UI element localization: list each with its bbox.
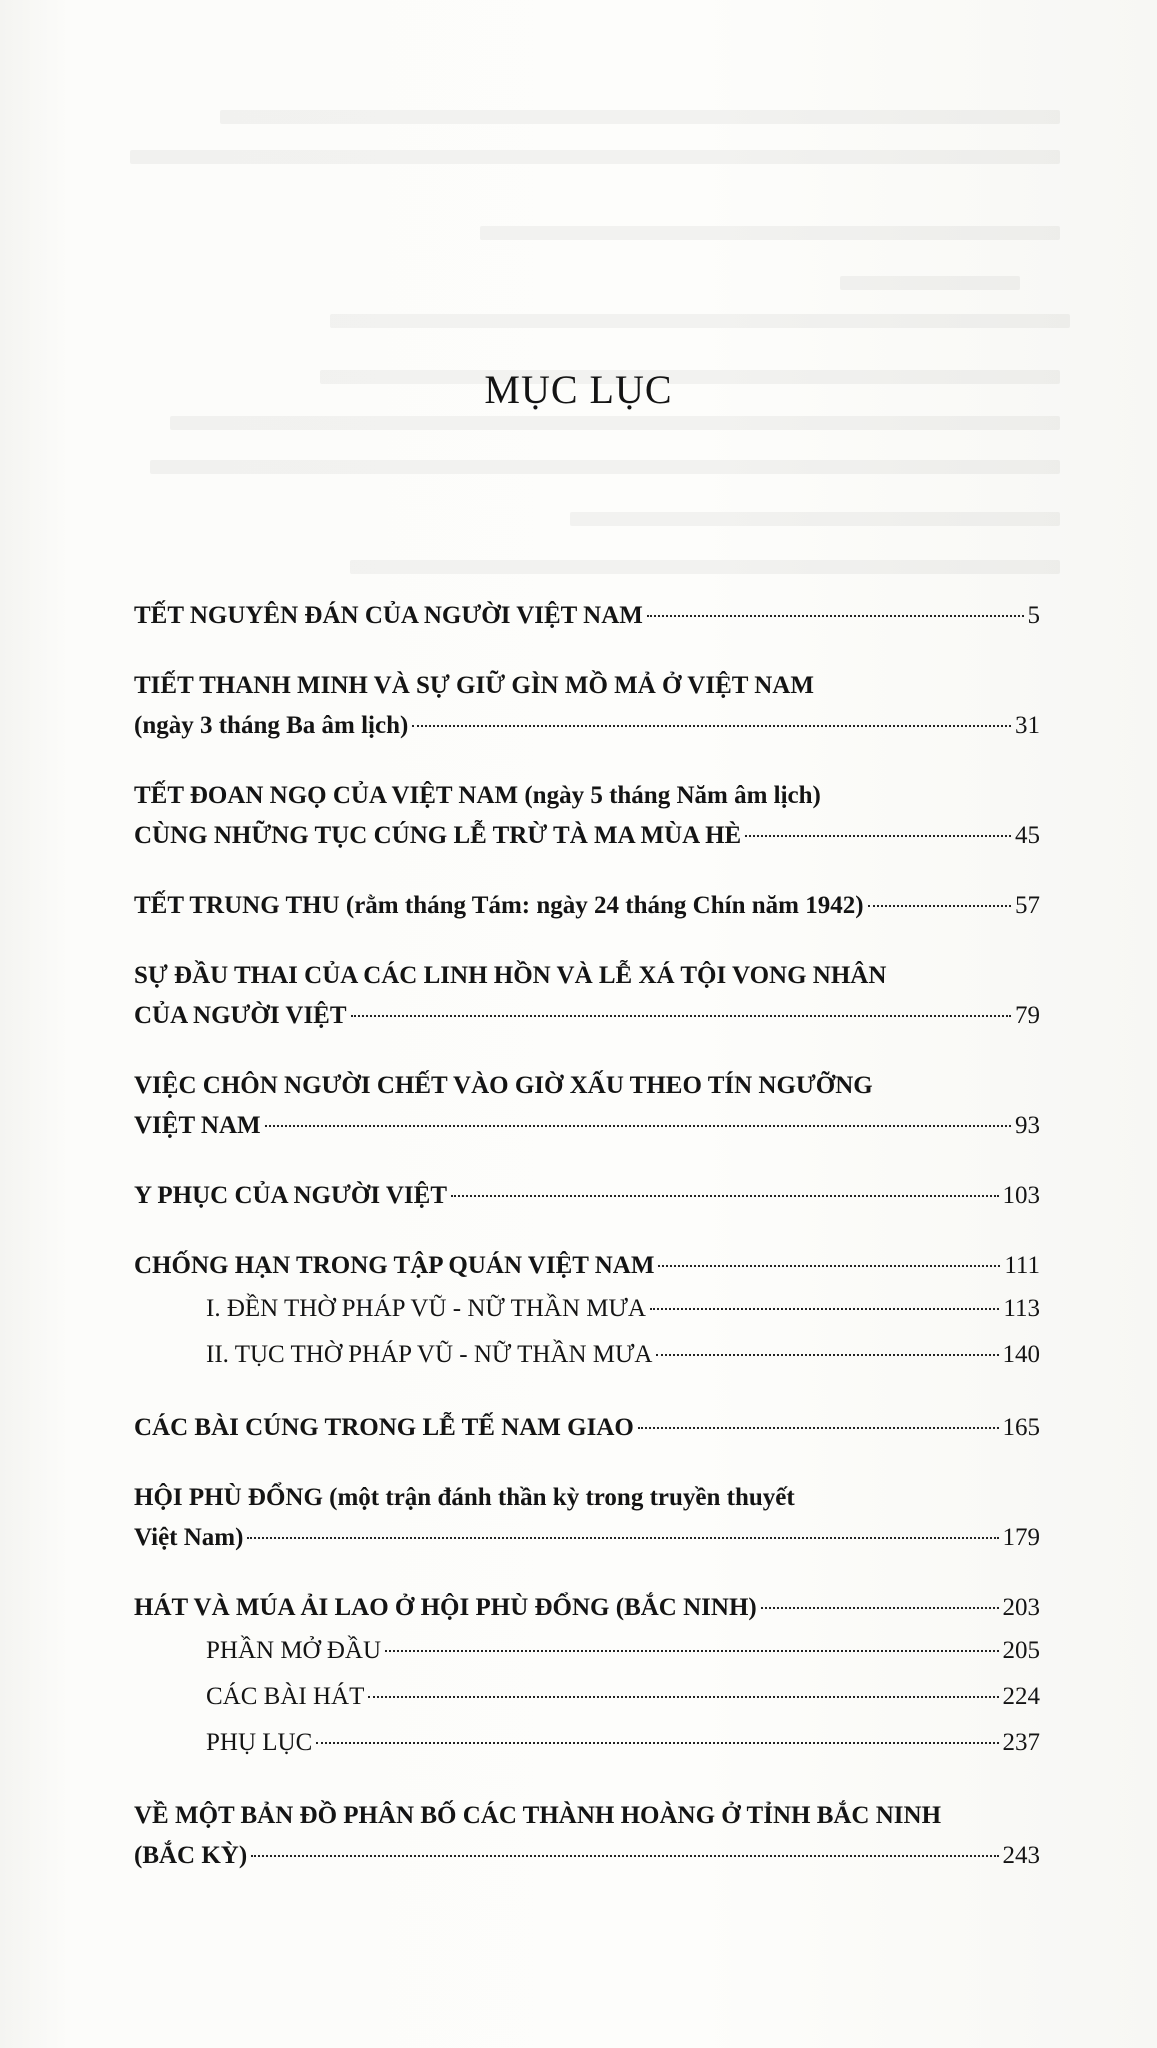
toc-entry-title: TIẾT THANH MINH VÀ SỰ GIỮ GÌN MỒ MẢ Ở VIỆT NAM (134, 672, 814, 699)
dot-leader (658, 1265, 1000, 1267)
toc-sub-entry (134, 1286, 1040, 1332)
toc-sub-entry (134, 1720, 1040, 1766)
toc-line (134, 956, 1040, 996)
dot-leader (251, 1855, 998, 1857)
page-number: 224 (1002, 1683, 1040, 1710)
page-number: 165 (1002, 1414, 1040, 1441)
toc-entry-title: (BẮC KỲ) (134, 1842, 248, 1869)
toc-entry (134, 596, 1040, 636)
toc-sub-entry-title: II. TỤC THỜ PHÁP VŨ - NỮ THẦN MƯA (206, 1341, 653, 1368)
toc-entry-title: CÁC BÀI CÚNG TRONG LỄ TẾ NAM GIAO (134, 1414, 634, 1441)
page-number: 93 (1015, 1112, 1040, 1139)
dot-leader (656, 1354, 998, 1356)
toc-sub-entries (134, 1286, 1040, 1378)
toc-entry-title: TẾT ĐOAN NGỌ CỦA VIỆT NAM (ngày 5 tháng Năm âm lịch) (134, 782, 821, 809)
toc-line (134, 1518, 1040, 1558)
toc-entry-title: Y PHỤC CỦA NGƯỜI VIỆT (134, 1182, 447, 1209)
toc-line (134, 666, 1040, 706)
dot-leader (316, 1742, 998, 1744)
toc-sub-entry (134, 1674, 1040, 1720)
dot-leader (451, 1195, 999, 1197)
toc-entry-title: CỦA NGƯỜI VIỆT (134, 1002, 347, 1029)
dot-leader (385, 1650, 998, 1652)
toc-entry-title: CÙNG NHỮNG TỤC CÚNG LỄ TRỪ TÀ MA MÙA HÈ (134, 822, 742, 849)
page-number: 31 (1015, 712, 1040, 739)
toc-line (134, 1408, 1040, 1448)
dot-leader (412, 725, 1011, 727)
dot-leader (351, 1015, 1011, 1017)
page-number: 111 (1004, 1252, 1040, 1279)
toc-entry (134, 1408, 1040, 1448)
toc-line (134, 816, 1040, 856)
toc-line (134, 776, 1040, 816)
page-number: 57 (1015, 892, 1040, 919)
toc-line (134, 1106, 1040, 1146)
page-number: 243 (1002, 1842, 1040, 1869)
toc-entry-title: TẾT TRUNG THU (rằm tháng Tám: ngày 24 tháng Chín năm 1942) (134, 892, 864, 919)
toc-line (134, 1796, 1040, 1836)
toc-line (134, 1246, 1040, 1286)
dot-leader (761, 1607, 999, 1609)
toc-entry-title: VỀ MỘT BẢN ĐỒ PHÂN BỐ CÁC THÀNH HOÀNG Ở TỈNH BẮC NINH (134, 1802, 942, 1829)
page-number: 79 (1015, 1002, 1040, 1029)
toc-entry (134, 1796, 1040, 1876)
toc-entry (134, 1478, 1040, 1558)
page-number: 5 (1027, 602, 1040, 629)
toc-entry-title: SỰ ĐẦU THAI CỦA CÁC LINH HỒN VÀ LỄ XÁ TỘI VONG NHÂN (134, 962, 887, 989)
page-number: 205 (1002, 1637, 1040, 1664)
page-number: 203 (1002, 1594, 1040, 1621)
page-number: 103 (1002, 1182, 1040, 1209)
dot-leader (650, 1308, 999, 1310)
toc-entry-title: HÁT VÀ MÚA ẢI LAO Ở HỘI PHÙ ĐỔNG (BẮC NINH) (134, 1594, 757, 1621)
toc-entry-title: CHỐNG HẠN TRONG TẬP QUÁN VIỆT NAM (134, 1252, 655, 1279)
toc-entry-title: VIỆT NAM (134, 1112, 261, 1139)
toc-sub-entry-title: CÁC BÀI HÁT (206, 1683, 365, 1710)
toc-entry (134, 1066, 1040, 1146)
toc-sub-entries (134, 1628, 1040, 1766)
page-number: 45 (1015, 822, 1040, 849)
toc-sub-entry-title: I. ĐỀN THỜ PHÁP VŨ - NỮ THẦN MƯA (206, 1295, 646, 1322)
dot-leader (247, 1537, 998, 1539)
toc-line (134, 1478, 1040, 1518)
toc-sub-entry (134, 1332, 1040, 1378)
dot-leader (368, 1696, 998, 1698)
toc-entry-title: HỘI PHÙ ĐỔNG (một trận đánh thần kỳ trong truyền thuyết (134, 1484, 795, 1511)
toc-line (134, 1066, 1040, 1106)
toc-entry (134, 886, 1040, 926)
toc-entry (134, 1588, 1040, 1766)
dot-leader (868, 905, 1011, 907)
toc-line (134, 1836, 1040, 1876)
page-number: 179 (1002, 1524, 1040, 1551)
table-of-contents (134, 596, 1040, 1906)
toc-line (134, 1588, 1040, 1628)
toc-entry (134, 956, 1040, 1036)
toc-entry-title: (ngày 3 tháng Ba âm lịch) (134, 712, 409, 739)
toc-entry-title: VIỆC CHÔN NGƯỜI CHẾT VÀO GIỜ XẤU THEO TÍN NGƯỠNG (134, 1072, 873, 1099)
page-title: MỤC LỤC (484, 367, 673, 412)
toc-line (134, 1176, 1040, 1216)
toc-entry (134, 776, 1040, 856)
dot-leader (638, 1427, 999, 1429)
dot-leader (745, 835, 1011, 837)
toc-entry (134, 1246, 1040, 1378)
page-number: 140 (1002, 1341, 1040, 1368)
dot-leader (265, 1125, 1011, 1127)
toc-line (134, 886, 1040, 926)
dot-leader (647, 615, 1024, 617)
toc-sub-entry-title: PHỤ LỤC (206, 1729, 313, 1756)
toc-line (134, 996, 1040, 1036)
toc-sub-entry (134, 1628, 1040, 1674)
toc-entry (134, 666, 1040, 746)
toc-sub-entry-title: PHẦN MỞ ĐẦU (206, 1637, 382, 1664)
toc-line (134, 706, 1040, 746)
page-number: 113 (1003, 1295, 1040, 1322)
page-number: 237 (1002, 1729, 1040, 1756)
toc-entry-title: Việt Nam) (134, 1524, 244, 1551)
toc-line (134, 596, 1040, 636)
toc-entry (134, 1176, 1040, 1216)
toc-entry-title: TẾT NGUYÊN ĐÁN CỦA NGƯỜI VIỆT NAM (134, 602, 643, 629)
